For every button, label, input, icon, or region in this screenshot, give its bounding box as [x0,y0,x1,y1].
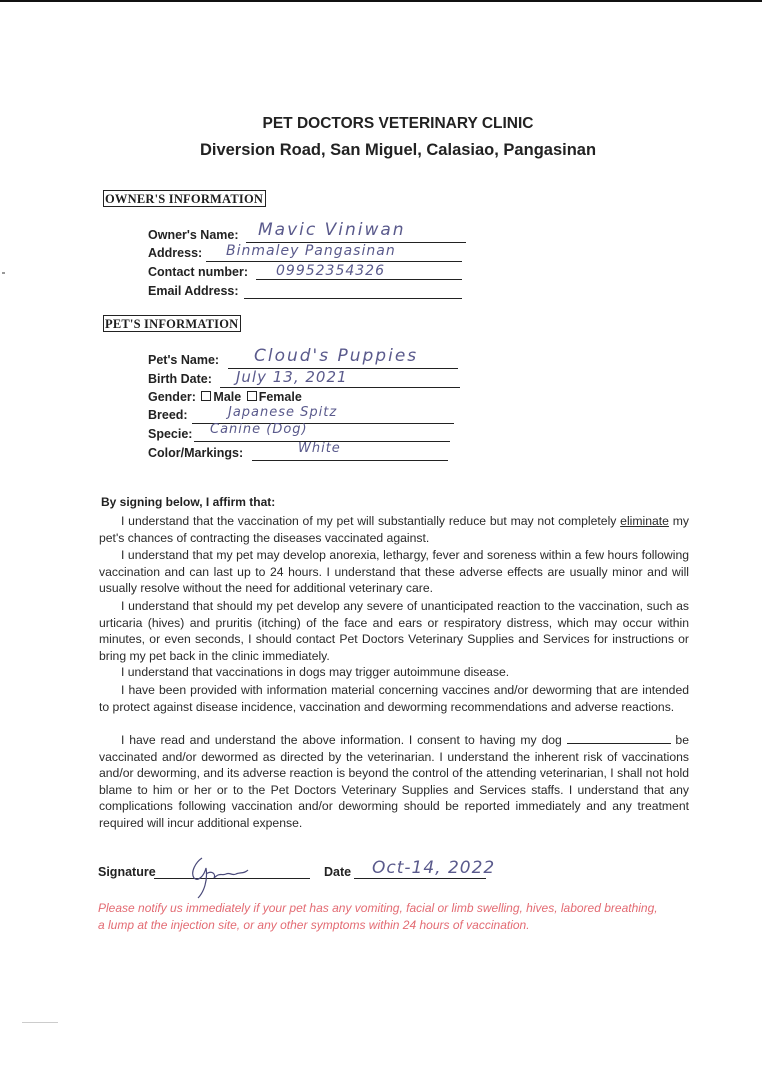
dog-name-blank[interactable] [567,733,671,744]
pet-color-label: Color/Markings: [148,446,244,460]
owner-email-label: Email Address: [148,284,239,298]
consent-paragraph-1 [99,513,689,546]
owner-address-value: Binmaley Pangasinan [226,243,396,259]
pet-gender-label: Gender: [148,390,196,404]
gender-male-label: Male [213,390,242,404]
owner-address-label: Address: [148,246,203,260]
pet-section-title: PET'S INFORMATION [103,315,241,332]
pet-name-label: Pet's Name: [148,353,220,367]
affirm-heading: By signing below, I affirm that: [101,495,276,509]
consent-p6-text-a: I have read and understand the above information. I consent to having my dog [121,733,567,747]
pet-breed-value: Japanese Spitz [228,405,338,420]
pet-gender-row [148,390,302,404]
owner-contact-label: Contact number: [148,265,248,279]
pet-color-field[interactable] [252,444,448,461]
consent-p1-text-a: I understand that the vaccination of my pet will substantially reduce but may not completely [121,514,621,528]
consent-paragraph-6 [99,732,689,832]
clinic-name: PET DOCTORS VETERINARY CLINIC [262,115,534,132]
consent-paragraph-3: I understand that should my pet develop any severe of unanticipated reaction to the vaccination, such as urticaria (hives) and pruritis (itching) of the face and ears or respiratory distress, which may occur within minutes, or even seconds, I should contact Pet Doctors Veterinary Supplies and Services for instructions or bring my pet back in the clinic immediately. [99,599,689,663]
date-value: Oct-14, 2022 [372,858,496,878]
post-vaccination-notice: Please notify us immediately if your pet has any vomiting, facial or limb swelling, hives, labored breathing, a lump at the injection site, or any other symptoms within 24 hours of vaccination. [98,901,658,932]
pet-birth-label: Birth Date: [148,372,212,386]
pet-specie-value: Canine (Dog) [210,422,308,437]
gender-male-checkbox[interactable] [201,391,211,401]
consent-p6-text-b: be vaccinated and/or dewormed as directed by the veterinarian. I understand the inherent risk of vaccinations and/or deworming, and its adverse reaction is beyond the control of the attending veterinarian, I shall not hold blame to him or her or to the Pet Doctors Veterinary Supplies and Services staffs. I understand that any complications following vaccination and/or deworming should be reported immediately and any treatment required will incur additional expense. [99,733,689,830]
owner-name-label: Owner's Name: [148,228,239,242]
consent-paragraph-5: I have been provided with information material concerning vaccines and/or deworming that are intended to protect against disease incidence, vaccination and deworming recommendations and adverse reactions. [99,683,689,714]
pet-breed-label: Breed: [148,408,188,422]
signature-label: Signature [98,865,156,879]
signature-scribble [186,852,256,900]
owner-email-field[interactable] [244,282,462,299]
date-label: Date [324,865,352,879]
pet-color-value: White [298,441,341,456]
gender-female-checkbox[interactable] [247,391,257,401]
gender-female-label: Female [258,390,302,404]
scan-speck [2,272,5,274]
owner-name-value: Mavic Viniwan [258,220,406,240]
scan-smudge [22,1022,58,1023]
consent-paragraph-2: I understand that my pet may develop anorexia, lethargy, fever and soreness within a few hours following vaccination and can last up to 24 hours. I understand that these adverse effects are usually minor and will usually resolve without the need for additional veterinary care. [99,548,689,596]
pet-birth-value: July 13, 2021 [236,368,348,386]
consent-p1-underlined: eliminate [620,514,669,528]
pet-name-value: Cloud's Puppies [254,346,419,366]
consent-paragraph-4: I understand that vaccinations in dogs may trigger autoimmune disease. [121,665,510,679]
owner-contact-value: 09952354326 [276,263,385,279]
owner-section-title: OWNER'S INFORMATION [103,190,266,207]
scan-top-border [0,0,762,2]
consent-p1-text-b: my pet's chances of contracting the diseases vaccinated against. [99,514,689,545]
clinic-address: Diversion Road, San Miguel, Calasiao, Pangasinan [199,141,597,159]
pet-specie-label: Specie: [148,427,193,441]
